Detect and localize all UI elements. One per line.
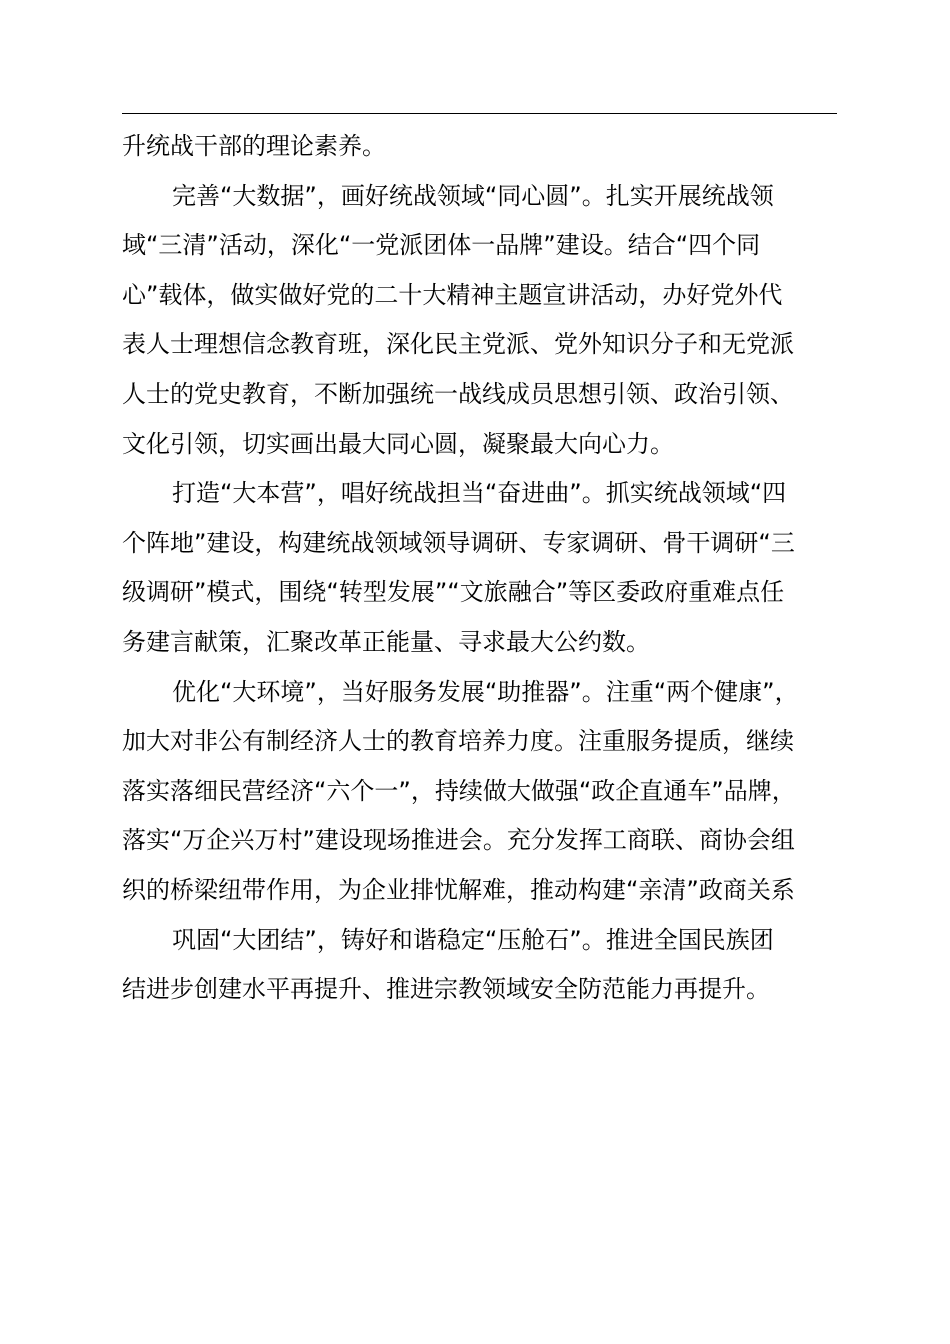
- text-line: 落实“万企兴万村”建设现场推进会。充分发挥工商联、商协会组: [122, 826, 795, 855]
- text-line: 人士的党史教育，不断加强统一战线成员思想引领、政治引领、: [122, 379, 794, 408]
- text-line: 结进步创建水平再提升、推进宗教领域安全防范能力再提升。: [122, 975, 770, 1004]
- text-line: 文化引领，切实画出最大同心圆，凝聚最大向心力。: [122, 429, 674, 458]
- paragraph-first-line: 优化“大环境”，当好服务发展“助推器”。注重“两个健康”，: [172, 677, 799, 706]
- paragraph-first-line: 打造“大本营”，唱好统战担当“奋进曲”。抓实统战领域“四: [172, 479, 787, 508]
- text-line: 表人士理想信念教育班，深化民主党派、党外知识分子和无党派: [122, 330, 794, 359]
- paragraph-first-line: 完善“大数据”，画好统战领域“同心圆”。扎实开展统战领: [172, 181, 774, 210]
- text-line: 落实落细民营经济“六个一”，持续做大做强“政企直通车”品牌，: [122, 776, 796, 805]
- document-body: [122, 122, 860, 1015]
- text-line: 升统战干部的理论素养。: [122, 132, 386, 160]
- text-line: 加大对非公有制经济人士的教育培养力度。注重服务提质，继续: [122, 727, 794, 756]
- text-line: 心”载体，做实做好党的二十大精神主题宣讲活动，办好党外代: [122, 280, 783, 309]
- text-line: 务建言献策，汇聚改革正能量、寻求最大公约数。: [122, 627, 650, 656]
- text-line: 个阵地”建设，构建统战领域领导调研、专家调研、骨干调研“三: [122, 528, 795, 557]
- paragraph-first-line: 巩固“大团结”，铸好和谐稳定“压舱石”。推进全国民族团: [172, 925, 774, 954]
- text-line: 织的桥梁纽带作用，为企业排忧解难，推动构建“亲清”政商关系: [122, 875, 795, 904]
- text-line: 域“三清”活动，深化“一党派团体一品牌”建设。结合“四个同: [122, 231, 761, 260]
- header-rule: [122, 113, 837, 114]
- text-line: 级调研”模式，围绕“转型发展”“文旅融合”等区委政府重难点任: [122, 578, 785, 607]
